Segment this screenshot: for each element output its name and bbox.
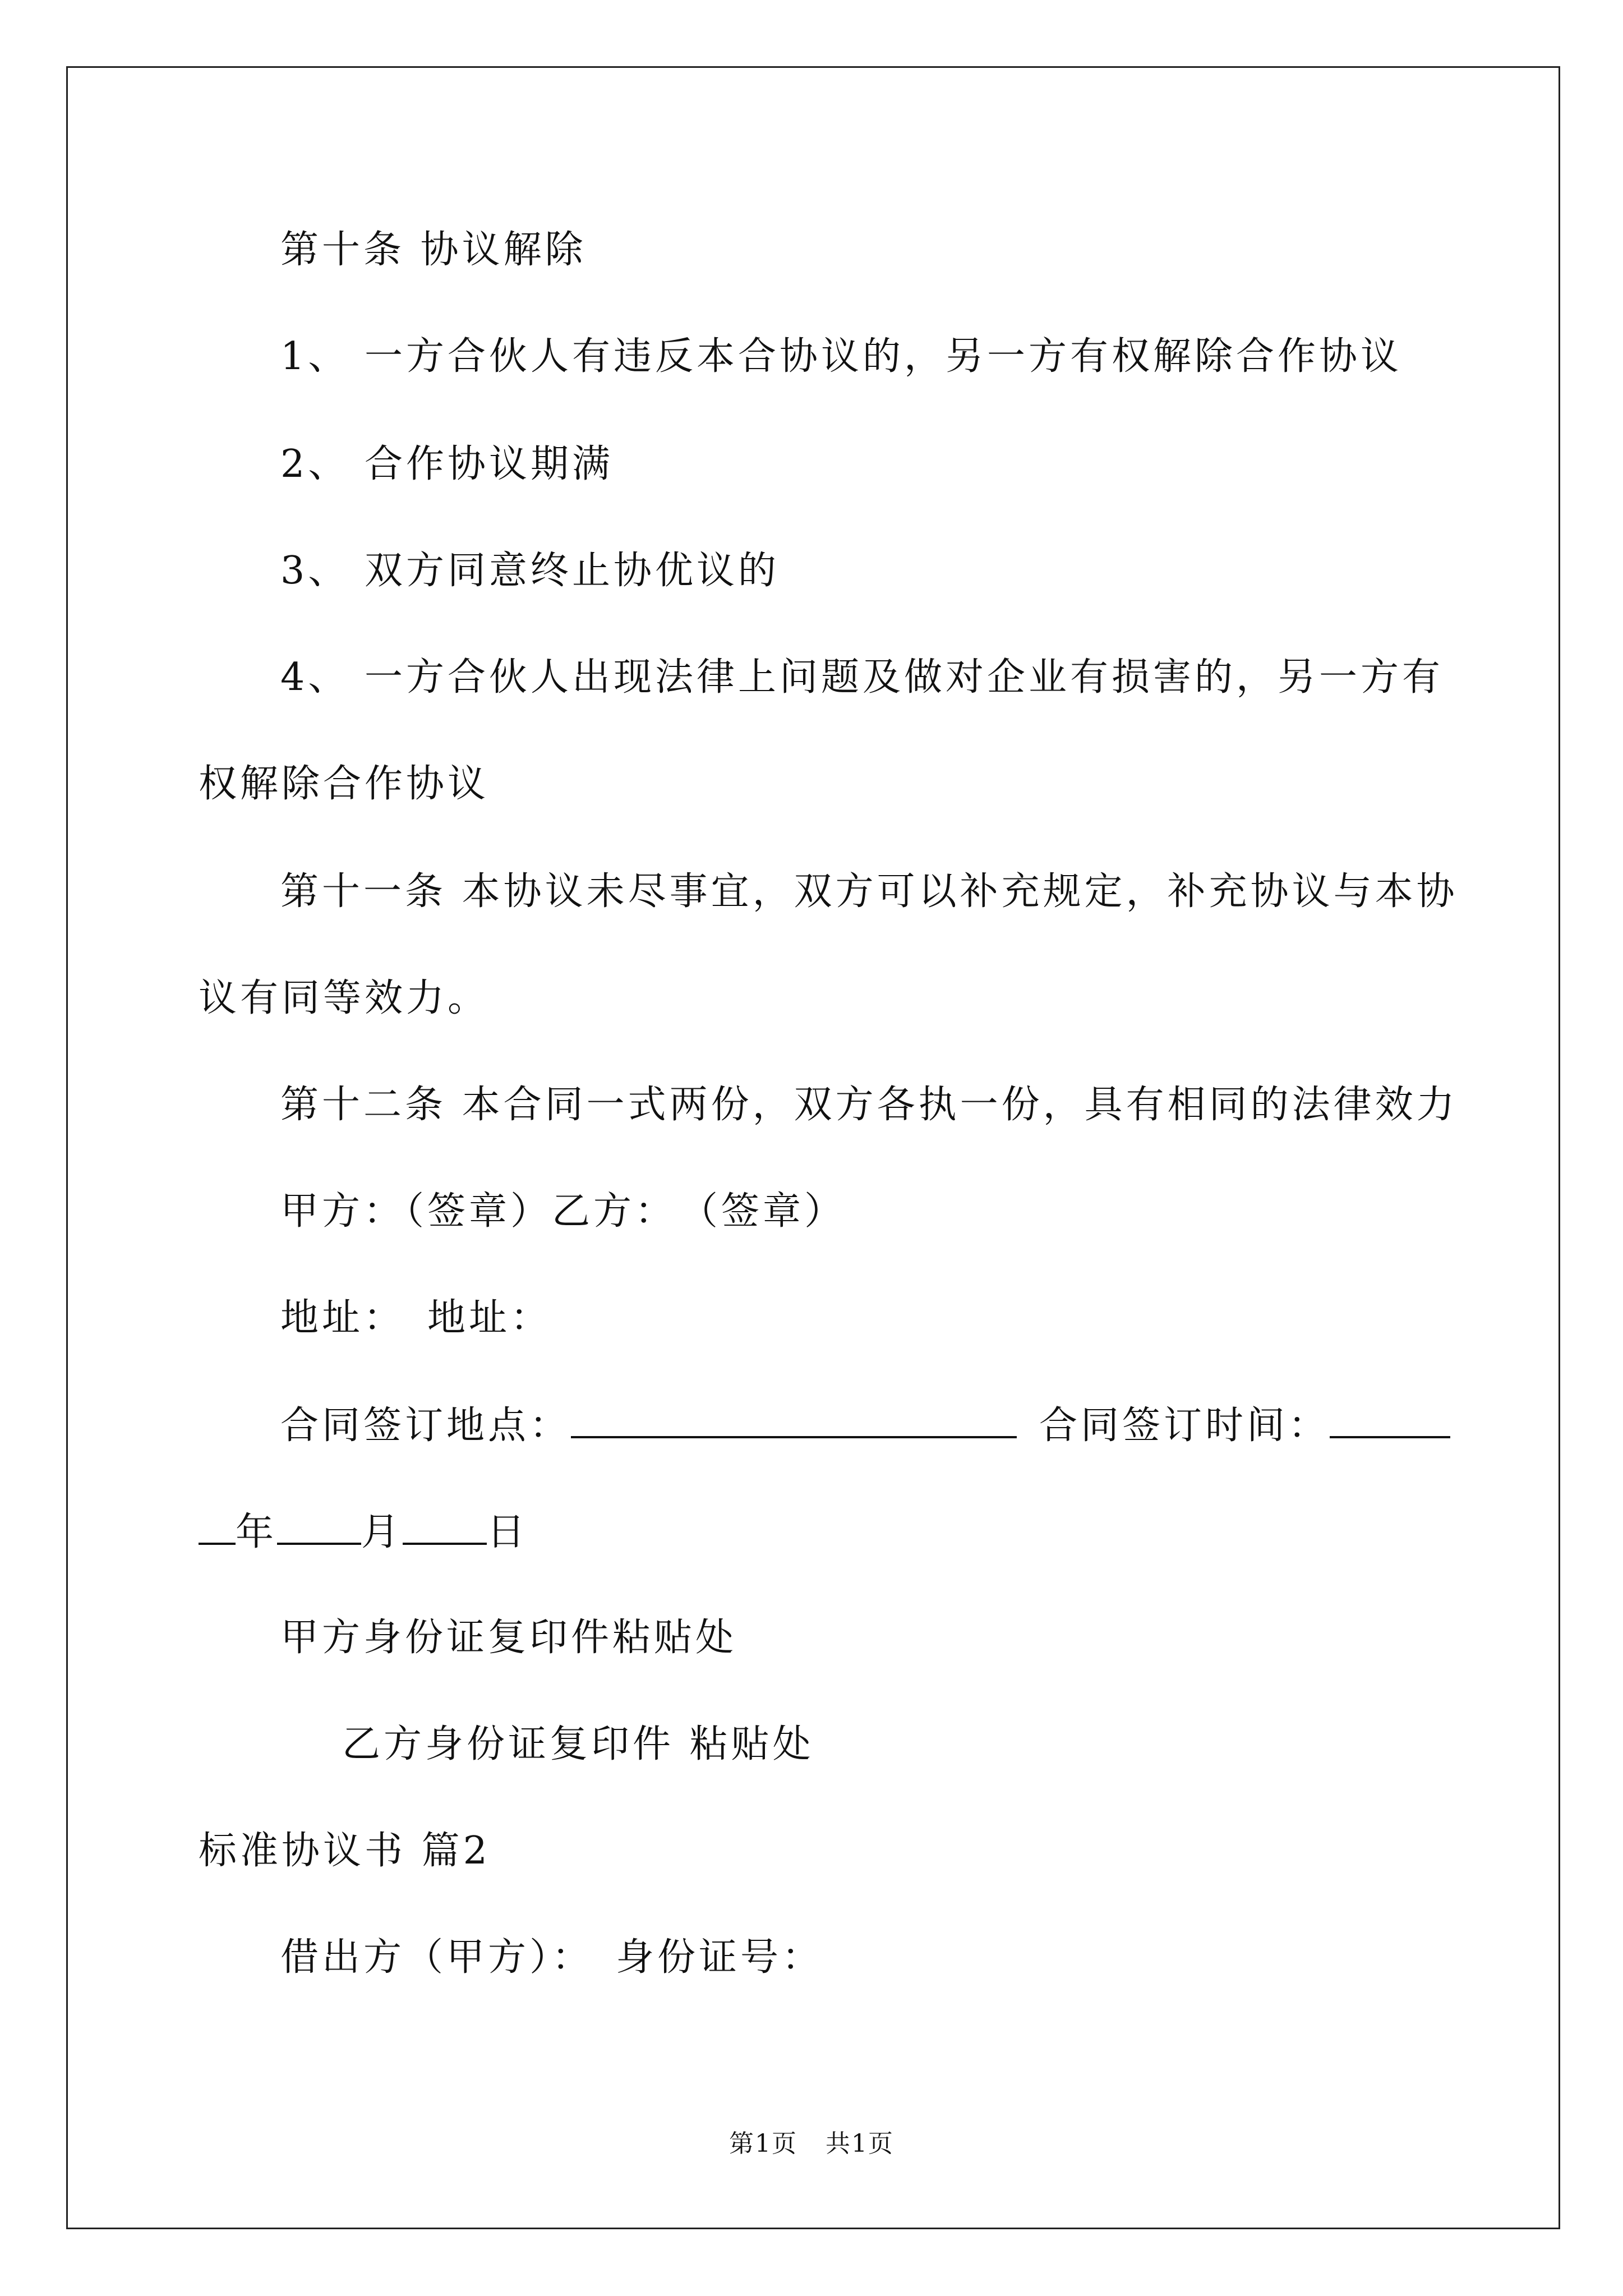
clause-number: 1、: [280, 334, 350, 379]
year-blank: [199, 1508, 236, 1545]
clause-text: 一方合伙人有违反本合协议的，另一方有权解除合作协议: [365, 334, 1403, 379]
sign-time-blank: [1330, 1401, 1450, 1438]
clause-item-3: [280, 547, 780, 595]
article-11-line-1: 第十一条 本协议未尽事宜，双方可以补充规定，补充协议与本协: [280, 869, 1458, 914]
clause-number: 4、: [280, 655, 350, 700]
article-11-line-2: 议有同等效力。: [199, 976, 490, 1020]
party-a-id-paste: 甲方身份证复印件粘贴处: [280, 1616, 737, 1660]
clause-number: 2、: [280, 442, 350, 486]
sign-place-blank: [571, 1401, 1017, 1438]
clause-text: 一方合伙人出现法律上问题及做对企业有损害的，另一方有: [365, 655, 1444, 700]
lender-line: 借出方（甲方）： 身份证号：: [280, 1935, 824, 1980]
year-label: 年: [236, 1510, 278, 1554]
page-border: [66, 66, 1560, 2229]
clause-text: 合作协议期满: [365, 442, 614, 486]
clause-item-4-continued: 权解除合作协议: [199, 762, 490, 806]
date-line: [199, 1508, 528, 1556]
page-total: 共1页: [826, 2129, 894, 2158]
address-line: 地址： 地址：: [280, 1296, 552, 1340]
signature-line: 甲方：（签章）乙方： （签章）: [280, 1189, 846, 1234]
sign-place-label: 合同签订地点：: [280, 1404, 571, 1448]
page-number: 第1页: [729, 2129, 797, 2158]
clause-item-2: [280, 441, 614, 488]
month-blank: [277, 1508, 361, 1545]
page-footer: [0, 2128, 1623, 2160]
sign-time-label: 合同签订时间：: [1039, 1404, 1330, 1448]
day-label: 日: [487, 1510, 529, 1554]
day-blank: [403, 1508, 487, 1545]
article-10-title: 第十条 协议解除: [280, 228, 587, 272]
clause-item-1: [280, 333, 1402, 380]
article-12: 第十二条 本合同一式两份，双方各执一份，具有相同的法律效力: [280, 1083, 1458, 1127]
clause-text: 双方同意终止协优议的: [365, 549, 780, 593]
clause-number: 3、: [280, 549, 350, 593]
sign-place-time-line: [280, 1401, 1450, 1450]
month-label: 月: [361, 1510, 403, 1554]
section-2-title: 标准协议书 篇2: [199, 1829, 491, 1873]
clause-item-4: [280, 654, 1444, 701]
party-b-id-paste: 乙方身份证复印件 粘贴处: [342, 1722, 814, 1766]
